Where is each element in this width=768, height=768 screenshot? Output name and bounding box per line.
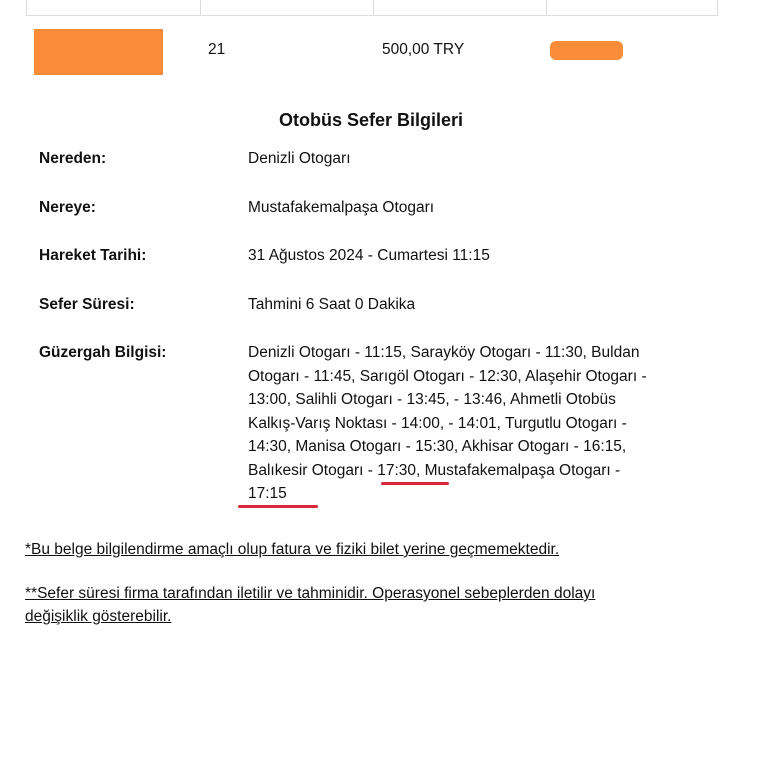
route-line: Balıkesir Otogarı - 17:30, Mustafakemalpaşa Otogarı - bbox=[248, 462, 621, 479]
ticket-price: 500,00 TRY bbox=[382, 41, 465, 58]
ticket-table-header-row bbox=[26, 0, 718, 16]
red-underline-mark bbox=[381, 482, 449, 485]
label-to: Nereye: bbox=[39, 199, 96, 216]
table-cell bbox=[201, 0, 374, 15]
duration-note-cont: değişiklik gösterebilir. bbox=[25, 608, 172, 625]
route-line: Kalkış-Varış Noktası - 14:00, - 14:01, Turgutlu Otogarı - bbox=[248, 415, 627, 432]
route-line: Denizli Otogarı - 11:15, Sarayköy Otogarı - 11:30, Buldan bbox=[248, 344, 640, 361]
route-line: 14:30, Manisa Otogarı - 15:30, Akhisar Otogarı - 16:15, bbox=[248, 438, 627, 455]
label-from: Nereden: bbox=[39, 150, 107, 167]
value-from: Denizli Otogarı bbox=[248, 150, 351, 167]
label-route: Güzergah Bilgisi: bbox=[39, 344, 167, 361]
duration-note: **Sefer süresi firma tarafından iletilir ve tahminidir. Operasyonel sebeplerden dolayı bbox=[25, 585, 596, 602]
red-underline-mark bbox=[238, 505, 318, 508]
section-title: Otobüs Sefer Bilgileri bbox=[278, 110, 464, 130]
route-line: 17:15 bbox=[248, 485, 287, 502]
value-departure-date: 31 Ağustos 2024 - Cumartesi 11:15 bbox=[248, 247, 490, 264]
disclaimer-note: *Bu belge bilgilendirme amaçlı olup fatura ve fiziki bilet yerine geçmemektedir. bbox=[25, 541, 560, 558]
route-line: 13:00, Salihli Otogarı - 13:45, - 13:46, Ahmetli Otobüs bbox=[248, 391, 616, 408]
value-duration: Tahmini 6 Saat 0 Dakika bbox=[248, 296, 416, 313]
redacted-field bbox=[550, 41, 623, 60]
table-cell bbox=[374, 0, 547, 15]
label-duration: Sefer Süresi: bbox=[39, 296, 135, 313]
route-line: Otogarı - 11:45, Sarıgöl Otogarı - 12:30, Alaşehir Otogarı - bbox=[248, 368, 647, 385]
value-to: Mustafakemalpaşa Otogarı bbox=[248, 199, 435, 216]
label-departure-date: Hareket Tarihi: bbox=[39, 247, 147, 264]
redacted-passenger-name bbox=[34, 29, 163, 75]
table-cell bbox=[547, 0, 718, 15]
seat-number: 21 bbox=[208, 41, 226, 58]
table-cell bbox=[27, 0, 201, 15]
